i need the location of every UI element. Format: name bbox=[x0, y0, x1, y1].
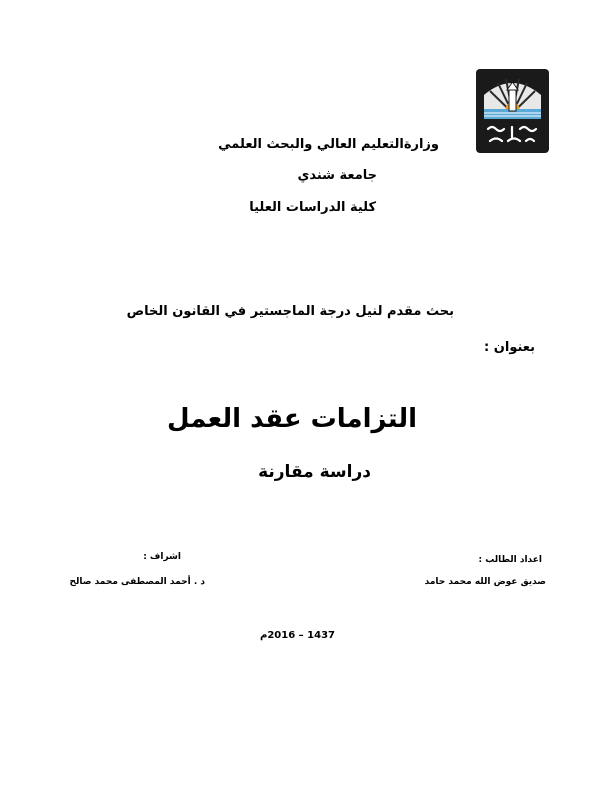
university-logo bbox=[476, 69, 549, 153]
ministry-name: وزارةالتعليم العالي والبحث العلمي bbox=[218, 137, 439, 152]
supervisor-name: د . أحمد المصطفى محمد صالح bbox=[69, 577, 205, 587]
research-purpose: بحث مقدم لنيل درجة الماجستير في القانون الخاص bbox=[126, 304, 454, 319]
thesis-title: التزامات عقد العمل bbox=[167, 404, 417, 434]
university-name: جامعة شندي bbox=[297, 168, 377, 183]
supervisor-label: اشراف : bbox=[143, 552, 181, 562]
student-name: صديق عوض الله محمد حامد bbox=[424, 577, 546, 587]
title-label: بعنوان : bbox=[484, 340, 535, 355]
faculty-name: كلية الدراسات العليا bbox=[249, 200, 376, 215]
thesis-subtitle: دراسة مقارنة bbox=[258, 462, 371, 482]
student-label: اعداد الطالب : bbox=[478, 555, 542, 565]
university-seal-icon bbox=[476, 69, 549, 153]
thesis-year: 1437 – 2016م bbox=[260, 630, 335, 641]
